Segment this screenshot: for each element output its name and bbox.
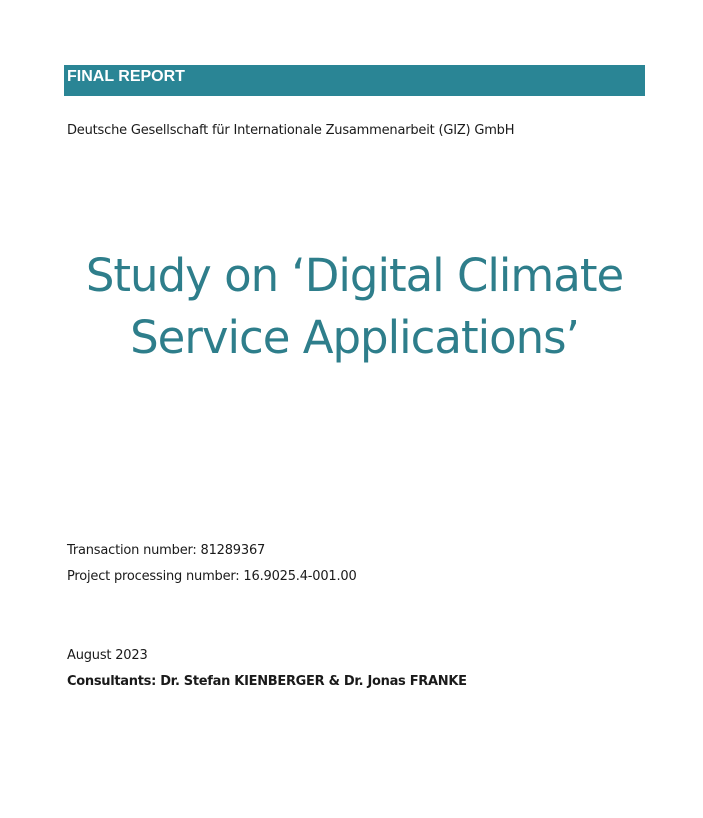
report-title bbox=[64, 245, 645, 369]
report-type-label: FINAL REPORT bbox=[67, 68, 185, 85]
report-type-banner bbox=[64, 65, 645, 96]
project-processing-number: Project processing number: 16.9025.4-001.00 bbox=[67, 569, 357, 584]
report-date: August 2023 bbox=[67, 648, 148, 663]
organization-name: Deutsche Gesellschaft für Internationale Zusammenarbeit (GIZ) GmbH bbox=[67, 123, 515, 138]
transaction-number: Transaction number: 81289367 bbox=[67, 543, 266, 558]
report-title-line-1: Study on ‘Digital Climate bbox=[85, 249, 624, 302]
consultants: Consultants: Dr. Stefan KIENBERGER & Dr. Jonas FRANKE bbox=[67, 674, 467, 689]
report-title-line-2: Service Applications’ bbox=[130, 311, 579, 364]
